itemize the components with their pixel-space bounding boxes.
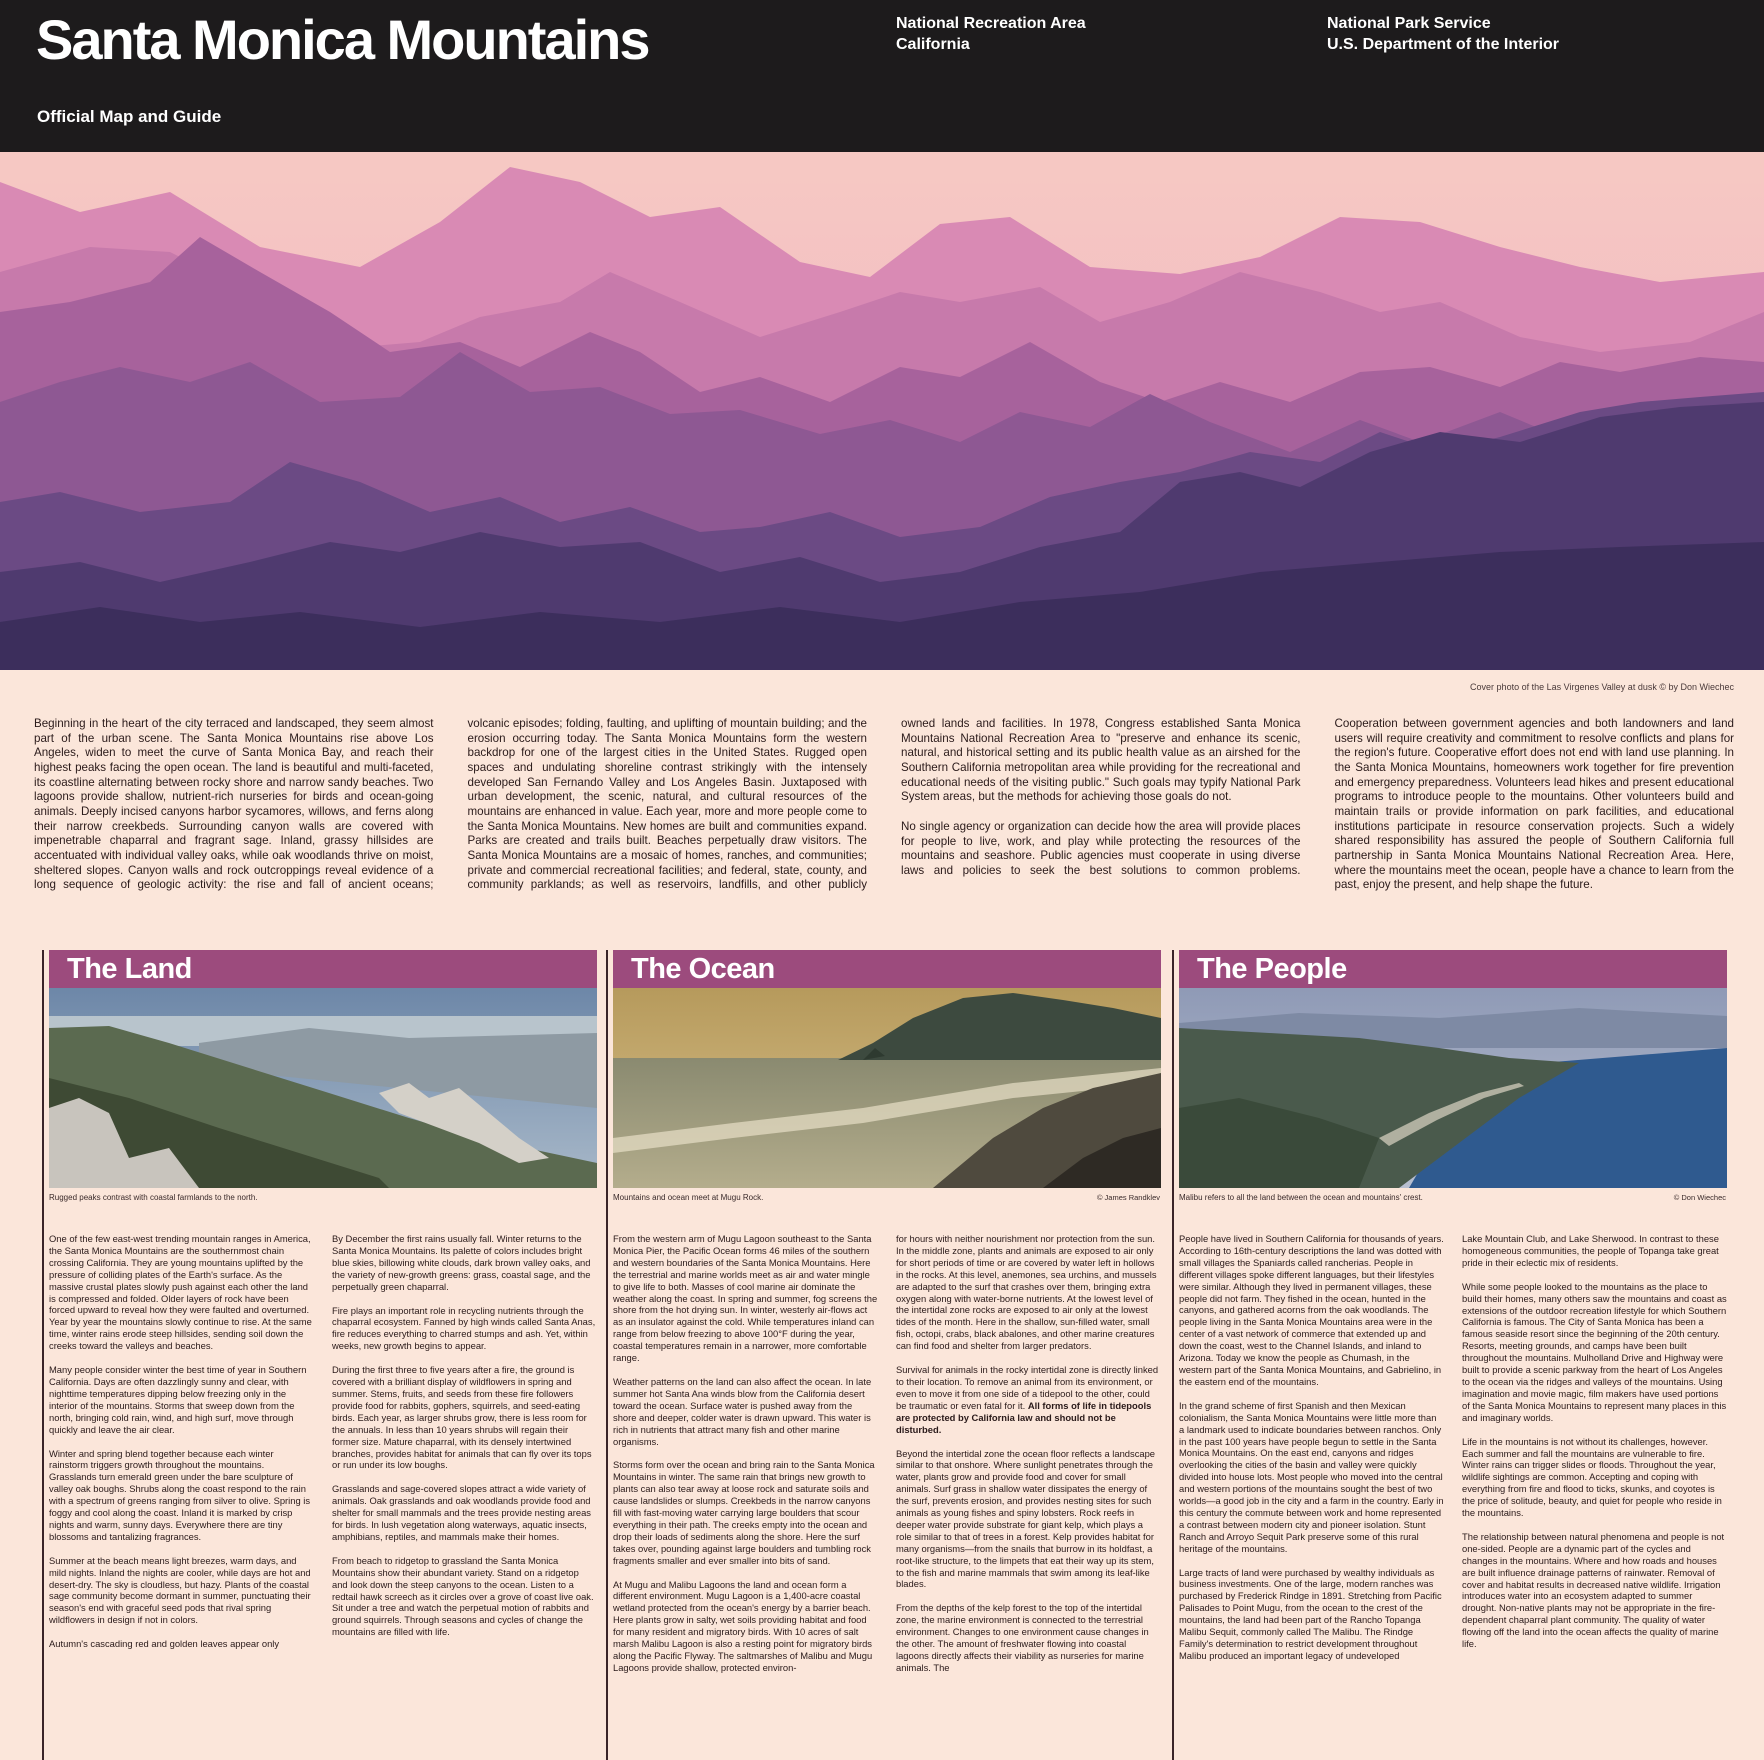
land-paragraph: Fire plays an important role in recycling nutrients through the chaparral ecosystem. Fanned by high winds called Santa Anas, fire reduces everything to charred stumps and ash. Yet, within weeks, new growth begins to appear.: [332, 1304, 596, 1352]
agency-line-2: U.S. Department of the Interior: [1327, 36, 1560, 53]
ocean-paragraph: Storms form over the ocean and bring rain to the Santa Monica Mountains in winter. The same rain that brings new growth to plants can also tear away at loose rock and saturate soils and cause landslides or slumps. Creekbeds in the narrow canyons fill with fast-moving water carrying large boulders that scour everything in their path. The creeks empty into the ocean and drop their loads of sediments along the shore. Here the surf takes over, pounding against large boulders and tumbling rock fragments smaller and ever smaller into bits of sand.: [613, 1459, 875, 1566]
ocean-paragraph: From the depths of the kelp forest to the top of the intertidal zone, the marine environment is connected to the terrestrial environment. Changes to one environment cause changes in the other. The amount of freshwater flowing into coastal lagoons directly affects their viability as nurseries for marine animals. The: [896, 1602, 1149, 1673]
agency-line-1: National Park Service: [1327, 15, 1491, 32]
panel-heading-bar: [1179, 950, 1727, 988]
land-paragraph: Summer at the beach means light breezes, warm days, and mild nights. Inland the nights are cooler, while days are hot and desert-dry. The sky is cloudless, but hazy. Plants of the coastal sage community become dormant in summer, punctuating their season's end with graceful seed pods that rival spring wildflowers in design if not in colors.: [49, 1554, 311, 1626]
land-text-columns: [49, 1233, 597, 1760]
land-photo: [49, 988, 597, 1188]
panel-divider: [42, 950, 44, 1760]
people-photo-caption: Malibu refers to all the land between the ocean and mountains' crest.: [1179, 1193, 1423, 1202]
land-paragraph: Winter and spring blend together because each winter rainstorm triggers growth throughout the mountains. Grasslands turn emerald green under the bare sculpture of valley oak boughs. Shrubs along the coast respond to the rain with a spectrum of greens ranging from silver to olive. Spring is foggy and cool along the coast. Inland it is marked by crisp nights and warm, sunny days. Everywhere there are tiny blossoms and tantalizing fragrances.: [49, 1447, 311, 1542]
people-paragraph: In the grand scheme of first Spanish and then Mexican colonialism, the Santa Monica Mountains were little more than a landmark used to indicate boundaries between ranchos. Only in the past 100 years have people begun to settle in the Santa Monica Mountains. On the east end, canyons and ridges overlooking the cities of the basin and valley were quickly divided into house lots. Most people who moved into the central and western portions of the mountains sought the best of two worlds—a good job in the city and a farm in the country. Early in this century the commute between work and home represented a contrast between modern city and pioneer isolation. Stunt Ranch and Arroyo Sequit Park preserve some of this rural heritage of the mountains.: [1179, 1399, 1444, 1554]
land-paragraph: From beach to ridgetop to grassland the Santa Monica Mountains show their abundant variety. Stand on a ridgetop and look down the steep canyons to the ocean. Listen to a redtail hawk screech as it circles over a grove of coast live oak. Sit under a tree and watch the perpetual motion of rabbits and ground squirrels. Through seasons and cycles of change the mountains are filled with life.: [332, 1554, 594, 1638]
people-paragraph: Large tracts of land were purchased by wealthy individuals as business investments. One of the large, modern ranches was purchased by Frederick Rindge in 1891. Stretching from Pacific Palisades to Point Mugu, from the ocean to the crest of the mountains, the land had been part of the Rancho Topanga Malibu Sequit, commonly called The Malibu. The Rindge Family's determination to restrict development throughout Malibu produced an important legacy of undeveloped: [1179, 1566, 1442, 1661]
people-paragraph: While some people looked to the mountains as the place to build their homes, many others saw the mountains and coast as extensions of the outdoor recreation lifestyle for which Southern California is famous. The City of Santa Monica has been a famous seaside resort since the beginning of the 20th century. Resorts, meeting grounds, and camps have been built throughout the mountains. Mulholland Drive and Highway were built to provide a scenic parkway from the heart of Los Angeles to the ocean via the ridges and valleys of the mountains. Using imagination and movie magic, film makers have used portions of the Santa Monica Mountains to represent many places in this and imaginary worlds.: [1462, 1280, 1727, 1423]
people-photo: [1179, 988, 1727, 1188]
panel-the-land: [42, 950, 596, 1760]
cover-photo-credit: Cover photo of the Las Virgenes Valley at dusk © by Don Wiechec: [1470, 682, 1734, 692]
land-paragraph: One of the few east-west trending mountain ranges in America, the Santa Monica Mountains are the southernmost chain crossing California. They are young mountains uplifted by the pressure of colliding plates of the Earth's surface. As the massive crustal plates slowly push against each other the land is compressed and folded. Older layers of rock have been forced upward to reveal how they were faulted and overturned. Year by year the mountains slowly continue to rise. At the same time, winter rains erode steep hillsides, sending soil down the creeks toward the valleys and beaches.: [49, 1233, 312, 1352]
panel-heading-bar: [49, 950, 597, 988]
land-paragraph: By December the first rains usually fall. Winter returns to the Santa Monica Mountains. Its palette of colors includes bright blue skies, billowing white clouds, dark brown valley oaks, and the variety of new-growth greens: grass, coastal sage, and the perpetually green chaparral.: [332, 1233, 591, 1292]
panel-heading: The Ocean: [631, 953, 775, 985]
people-photo-credit: © Don Wiechec: [1673, 1193, 1726, 1202]
area-line-1: National Recreation Area: [896, 15, 1086, 32]
ocean-text-columns: [613, 1233, 1161, 1760]
people-text-columns: [1179, 1233, 1727, 1760]
area-line-2: California: [896, 36, 970, 53]
panel-the-ocean: [606, 950, 1160, 1760]
tidepool-warning: All forms of life in tidepools are protected by California law and should not be disturbed.: [896, 1399, 1152, 1435]
ocean-photo-credit: © James Randklev: [1096, 1193, 1160, 1202]
panel-heading: The Land: [67, 953, 192, 985]
ocean-paragraph: At Mugu and Malibu Lagoons the land and ocean form a different environment. Mugu Lagoon is a 1,400-acre coastal wetland protected from the ocean's energy by a barrier beach. Here plants grow in salty, wet soils providing habitat and food for many resident and migratory birds. With 10 acres of salt marsh Malibu Lagoon is also a resting point for migratory birds along the Pacific Flyway. The saltmarshes of Malibu and Mugu Lagoons provide shallow, protected environ-: [613, 1578, 873, 1673]
page-title: Santa Monica Mountains: [36, 8, 649, 71]
people-paragraph: People have lived in Southern California for thousands of years. According to 16th-century descriptions the land was dotted with small villages the Spaniards called rancherias. People in different villages spoke different languages, but their lifestyles were similar. Although they lived in permanent villages, these people did not farm. They fished in the ocean, hunted in the canyons, and gathered acorns from the oak woodlands. The people living in the Santa Monica Mountains area were in the center of a vast network of commerce that extended up and down the coast, west to the Channel Islands, and inland to Arizona. Today we know the people as Chumash, in the western part of the Santa Monica Mountains, and Gabrielino, in the eastern end of the mountains.: [1179, 1233, 1444, 1387]
ocean-paragraph: From the western arm of Mugu Lagoon southeast to the Santa Monica Pier, the Pacific Ocean forms 46 miles of the southern and western boundaries of the Santa Monica Mountains. Here the terrestrial and marine worlds meet as air and water mingle to give life to both. Masses of cool marine air dominate the weather along the coast. In spring and summer, fog screens the shore from the hot drying sun. In winter, westerly air-flows act as an insulator against the cold. While temperatures inland can range from below freezing to above 100°F during the year, coastal temperatures remain in a narrower, more comfortable range.: [613, 1233, 878, 1364]
land-paragraph: Grasslands and sage-covered slopes attract a wide variety of animals. Oak grasslands and oak woodlands provide food and shelter for small mammals and the trees provide nesting areas for birds. In lush vegetation along waterways, aquatic insects, amphibians, reptiles, and mammals make their homes.: [332, 1483, 591, 1542]
land-paragraph: Many people consider winter the best time of year in Southern California. Days are often dazzlingly sunny and clear, with nighttime temperatures dipping below freezing only in the interior of the mountains. Storms that sweep down from the north, bringing cold rain, wind, and high surf, move through quickly and leave the air clear.: [49, 1364, 307, 1435]
panel-the-people: [1172, 950, 1727, 1760]
land-paragraph: During the first three to five years after a fire, the ground is covered with a brilliant display of wildflowers in spring and summer. Stems, fruits, and seeds from these fire followers provide food for rabbits, gophers, squirrels, and seed-eating birds. Each year, as larger shrubs grow, there is less room for the annuals. In less than 10 years shrubs will regain their former size. Mature chaparral, with its densely intertwined branches, provides habitat for animals that can fly over its tops or run under its low boughs.: [332, 1364, 592, 1471]
panel-heading-bar: [613, 950, 1161, 988]
page-subtitle: Official Map and Guide: [37, 107, 222, 126]
agency-label: [1327, 13, 1559, 55]
area-label: [896, 13, 1086, 55]
panel-divider: [1172, 950, 1174, 1760]
ocean-paragraph: Weather patterns on the land can also affect the ocean. In late summer hot Santa Ana winds blow from the California desert toward the ocean. Surface water is pushed away from the shore and deeper, colder water is drawn upward. This water is rich in nutrients that attract many fish and other marine organisms.: [613, 1375, 872, 1447]
land-paragraph: Autumn's cascading red and golden leaves appear only: [49, 1638, 280, 1650]
ocean-paragraph: Beyond the intertidal zone the ocean floor reflects a landscape similar to that onshore. Where sunlight penetrates through the water, plants grow and provide food and cover for small animals. Surf grass in shallow water dissipates the energy of the surf, prevents erosion, and provides nesting sites for such animals as young fishes and spiny lobsters. Rock reefs in deeper water provide substrate for giant kelp, which plays a role similar to that of trees in a forest. Kelp provides habitat for many organisms—from the snails that burrow in its holdfast, a root-like structure, to the limpets that eat their way up its stem, to the fish and marine mammals that swim among its leaf-like blades.: [896, 1447, 1156, 1590]
intro-paragraph: No single agency or organization can decide how the area will provide places for people to live, work, and play while protecting the resources of the mountains and seashore. Public agencies must cooperate in using diverse laws and policies to seek the best solutions to common problems. Cooperation between government agencies and both landowners and land users will require creativity and commitment to resolve conflicts and plans for the region's future. Cooperative effort does not end with land use planning. In the Santa Monica Mountains, homeowners work together for fire prevention and emergency preparedness. Volunteers lead hikes and present educational programs to introduce people to the mountains. Other volunteers build and maintain trails or provide information on park facilities, and educational institutions participate in resource conservation projects. Such a widely shared responsibility has assured the people of Southern California full partnership in Santa Monica Mountains National Recreation Area. Here, where the mountains meet the ocean, people have a chance to learn from the past, enjoy the present, and help shape the future.: [901, 717, 1734, 892]
land-photo-caption: Rugged peaks contrast with coastal farmlands to the north.: [49, 1193, 258, 1202]
tidepool-text: Survival for animals in the rocky intertidal zone is directly linked to their location. To remove an animal from its environment, or even to move it from one side of a tidepool to the other, could be traumatic or even fatal for it.: [896, 1364, 1159, 1411]
panel-heading: The People: [1197, 953, 1347, 985]
intro-paragraph: Beginning in the heart of the city terraced and landscaped, they seem almost part of the urban scene. The Santa Monica Mountains rise above Los Angeles, widen to meet the curve of Santa Monica Bay, and reach their highest peaks facing the open ocean. The land is beautiful and multi-faceted, its coastline alternating between rocky shore and narrow sandy beaches. Two lagoons provide shallow, nutrient-rich nurseries for birds and ocean-going animals. Deeply incised canyons harbor sycamores, willows, and ferns along their narrow creekbeds. Surrounding canyon walls are covered with impenetrable chaparral and fragrant sage. Inland, grassy hillsides are accentuated with individual valley oaks, while oak woodlands thrive on moist, sheltered slopes. Canyon walls and rock outcroppings reveal evidence of a long sequence of geologic activity: the rise and fall of ancient oceans; volcanic episodes; folding, faulting, and uplifting of mountain building; and the erosion occurring today. The Santa Monica Mountains form the western backdrop for one of the largest cities in the United States. Rugged open spaces and undulating shoreline contrast strikingly with the intensely developed San Fernando Valley and Los Angeles Basin. Juxtaposed with urban development, the scenic, natural, and cultural resources of the mountains are enhanced in value. Each year, more and more people come to the Santa Monica Mountains. New homes are built and communities expand. Parks are created and trails built. Beaches perpetually draw visitors. The Santa Monica Mountains are a mosaic of homes, ranches, and communities; private and commercial recreational facilities; and federal, state, county, and community parklands; as well as reservoirs, landfills, and other publicly owned lands and facilities. In 1978, Congress established Santa Monica Mountains National Recreation Area to "preserve and enhance its scenic, natural, and historical setting and its public health value as an airshed for the Southern California metropolitan area while providing for the recreational and educational needs of the visiting public." Such goals may typify National Park System areas, but the methods for achieving those goals do not.: [34, 717, 1301, 892]
header-band: [0, 0, 1764, 152]
people-paragraph: Life in the mountains is not without its challenges, however. Each summer and fall the mountains are vulnerable to fire. Winter rains can trigger slides or floods. Throughout the year, wildlife sightings are common. Accepting and coping with everything from fire and flood to ticks, skunks, and coyotes is the price of solitude, beauty, and quiet for people who reside in the mountains.: [1462, 1435, 1722, 1519]
people-paragraph: The relationship between natural phenomena and people is not one-sided. People are a dynamic part of the cycles and changes in the mountains. Where and how roads and houses are built influence drainage patterns of rainwater. Removal of cover and habitat results in decreased native wildlife. Irrigation introduces water into an ecosystem adapted to summer drought. Non-native plants may not be appropriate in the fire-dependent chaparral plant community. The quality of water flowing off the land into the ocean affects the quality of marine life.: [1462, 1530, 1725, 1650]
ocean-paragraph: for hours with neither nourishment nor protection from the sun. In the middle zone, plants and animals are exposed to air only for short periods of time or are covered by water left in hollows in the rocks. At this level, anemones, sea urchins, and mussels are adapted to the surf that crashes over them, bringing extra oxygen along with water-borne nutrients. At the lowest level of the intertidal zone rocks are exposed to air only at the lowest tides of the month. Here in the shallow, sun-filled water, small fish, octopi, crabs, black abalones, and other marine creatures can find food and shelter from larger predators.: [896, 1233, 1157, 1352]
people-paragraph: Lake Mountain Club, and Lake Sherwood. In contrast to these homogeneous communities, the people of Topanga take great pride in their eclectic mix of residents.: [1462, 1233, 1719, 1268]
ocean-photo-caption: Mountains and ocean meet at Mugu Rock.: [613, 1193, 764, 1202]
ocean-paragraph: [896, 1364, 1161, 1435]
intro-text: [34, 717, 1734, 907]
panel-divider: [606, 950, 608, 1760]
cover-photo-mountains: [0, 152, 1764, 670]
ocean-photo: [613, 988, 1161, 1188]
